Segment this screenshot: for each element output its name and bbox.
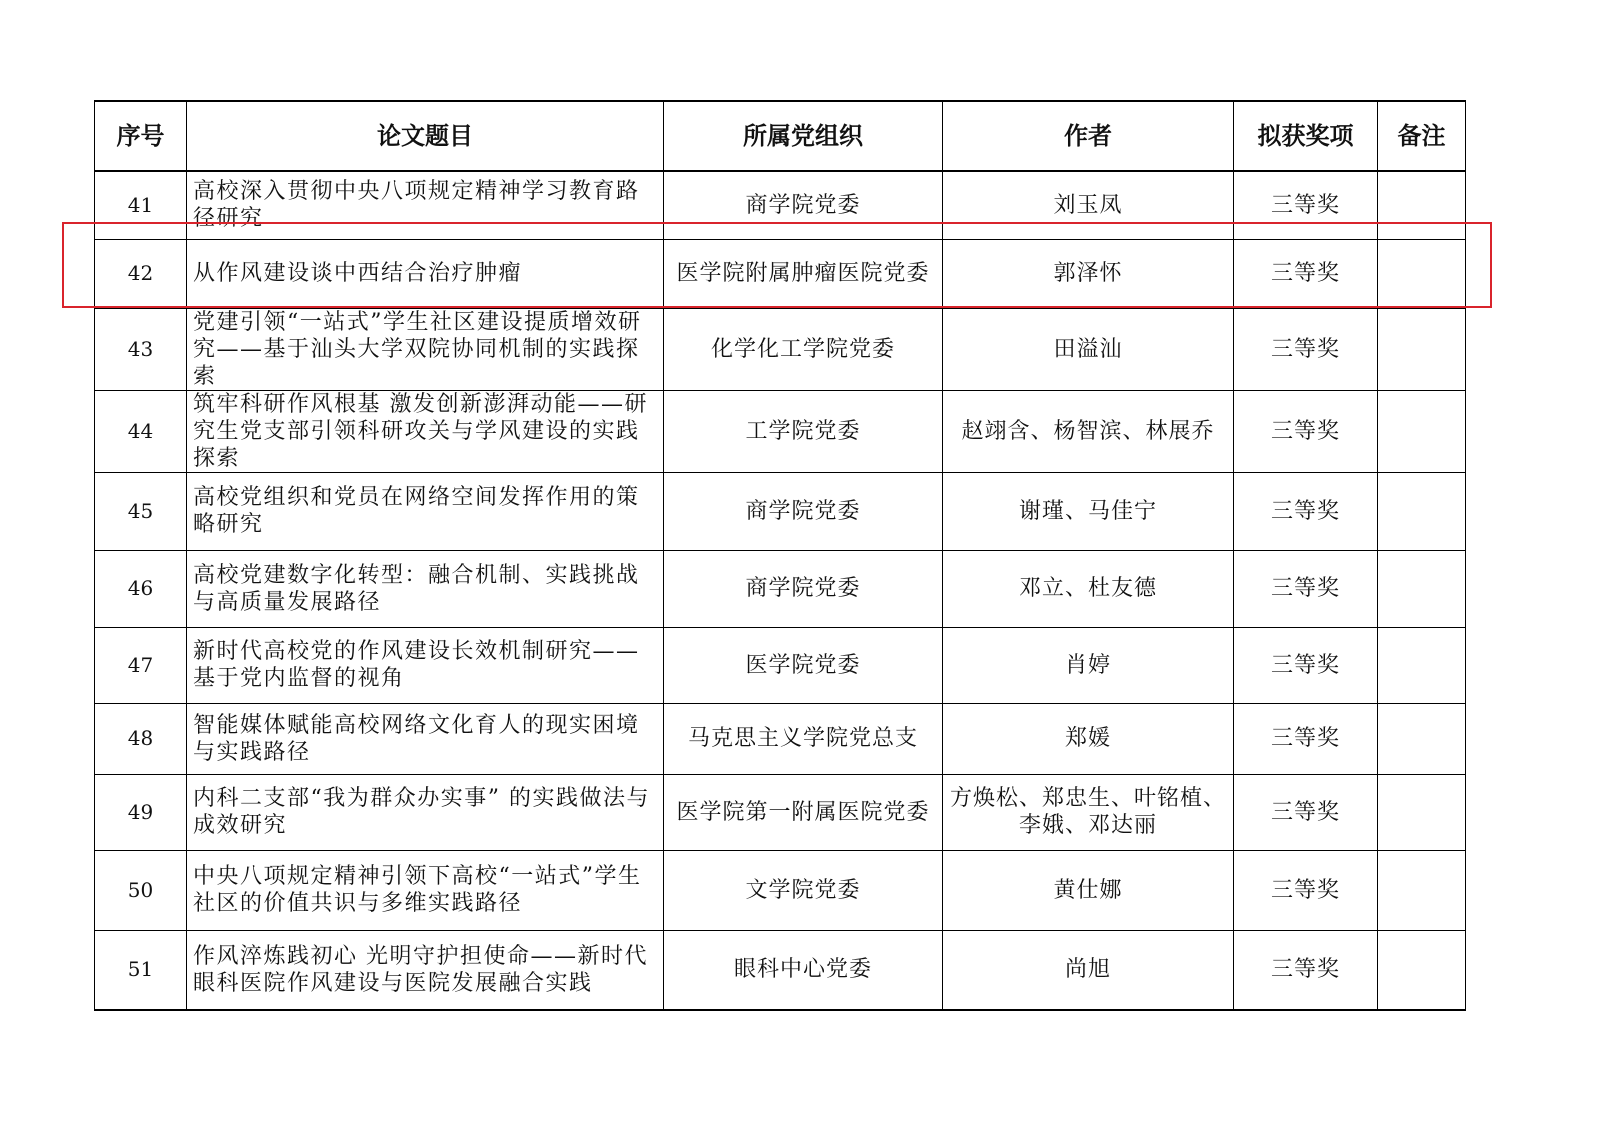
title-cell: 高校党组织和党员在网络空间发挥作用的策略研究 (187, 472, 664, 550)
seq-cell: 51 (95, 930, 187, 1010)
note-cell (1378, 850, 1466, 930)
author-cell: 黄仕娜 (943, 850, 1234, 930)
note-cell (1378, 550, 1466, 627)
table-row (95, 930, 1466, 1010)
table-row (95, 627, 1466, 703)
seq-cell: 50 (95, 850, 187, 930)
table-row (95, 550, 1466, 627)
award-cell: 三等奖 (1234, 308, 1378, 390)
table-row (95, 171, 1466, 239)
header-award: 拟获奖项 (1234, 101, 1378, 171)
title-cell: 从作风建设谈中西结合治疗肿瘤 (187, 239, 664, 308)
award-cell: 三等奖 (1234, 472, 1378, 550)
award-cell: 三等奖 (1234, 239, 1378, 308)
note-cell (1378, 930, 1466, 1010)
note-cell (1378, 774, 1466, 850)
org-cell: 医学院党委 (664, 627, 943, 703)
header-org: 所属党组织 (664, 101, 943, 171)
award-cell: 三等奖 (1234, 774, 1378, 850)
table-row (95, 308, 1466, 390)
title-cell: 中央八项规定精神引领下高校“一站式”学生社区的价值共识与多维实践路径 (187, 850, 664, 930)
author-cell: 邓立、杜友德 (943, 550, 1234, 627)
note-cell (1378, 472, 1466, 550)
seq-cell: 49 (95, 774, 187, 850)
award-cell: 三等奖 (1234, 930, 1378, 1010)
seq-cell: 46 (95, 550, 187, 627)
table-row (95, 850, 1466, 930)
header-note: 备注 (1378, 101, 1466, 171)
author-cell: 郑媛 (943, 703, 1234, 774)
title-cell: 高校深入贯彻中央八项规定精神学习教育路径研究 (187, 171, 664, 239)
title-cell: 高校党建数字化转型：融合机制、实践挑战与高质量发展路径 (187, 550, 664, 627)
seq-cell: 43 (95, 308, 187, 390)
author-cell: 方焕松、郑忠生、叶铭植、李娥、邓达丽 (943, 774, 1234, 850)
table-row (95, 774, 1466, 850)
org-cell: 商学院党委 (664, 472, 943, 550)
note-cell (1378, 390, 1466, 472)
author-cell: 赵翊含、杨智滨、林展乔 (943, 390, 1234, 472)
org-cell: 商学院党委 (664, 550, 943, 627)
org-cell: 文学院党委 (664, 850, 943, 930)
award-table (94, 100, 1466, 1011)
author-cell: 肖婷 (943, 627, 1234, 703)
note-cell (1378, 308, 1466, 390)
header-author: 作者 (943, 101, 1234, 171)
title-cell: 筑牢科研作风根基 激发创新澎湃动能——研究生党支部引领科研攻关与学风建设的实践探索 (187, 390, 664, 472)
seq-cell: 42 (95, 239, 187, 308)
award-cell: 三等奖 (1234, 390, 1378, 472)
seq-cell: 45 (95, 472, 187, 550)
header-row (95, 101, 1466, 171)
note-cell (1378, 703, 1466, 774)
org-cell: 商学院党委 (664, 171, 943, 239)
seq-cell: 41 (95, 171, 187, 239)
org-cell: 马克思主义学院党总支 (664, 703, 943, 774)
title-cell: 作风淬炼践初心 光明守护担使命——新时代眼科医院作风建设与医院发展融合实践 (187, 930, 664, 1010)
seq-cell: 47 (95, 627, 187, 703)
title-cell: 新时代高校党的作风建设长效机制研究——基于党内监督的视角 (187, 627, 664, 703)
title-cell: 党建引领“一站式”学生社区建设提质增效研究——基于汕头大学双院协同机制的实践探索 (187, 308, 664, 390)
header-title: 论文题目 (187, 101, 664, 171)
seq-cell: 48 (95, 703, 187, 774)
org-cell: 化学化工学院党委 (664, 308, 943, 390)
table-body (95, 171, 1466, 1010)
author-cell: 谢瑾、马佳宁 (943, 472, 1234, 550)
org-cell: 眼科中心党委 (664, 930, 943, 1010)
author-cell: 刘玉凤 (943, 171, 1234, 239)
note-cell (1378, 239, 1466, 308)
seq-cell: 44 (95, 390, 187, 472)
table-row (95, 390, 1466, 472)
table-row (95, 239, 1466, 308)
header-seq: 序号 (95, 101, 187, 171)
author-cell: 尚旭 (943, 930, 1234, 1010)
table-row (95, 472, 1466, 550)
note-cell (1378, 171, 1466, 239)
award-cell: 三等奖 (1234, 550, 1378, 627)
title-cell: 智能媒体赋能高校网络文化育人的现实困境与实践路径 (187, 703, 664, 774)
award-cell: 三等奖 (1234, 703, 1378, 774)
author-cell: 田溢汕 (943, 308, 1234, 390)
award-cell: 三等奖 (1234, 627, 1378, 703)
org-cell: 医学院附属肿瘤医院党委 (664, 239, 943, 308)
table-header (95, 101, 1466, 171)
org-cell: 医学院第一附属医院党委 (664, 774, 943, 850)
table-row (95, 703, 1466, 774)
org-cell: 工学院党委 (664, 390, 943, 472)
author-cell: 郭泽怀 (943, 239, 1234, 308)
title-cell: 内科二支部“我为群众办实事” 的实践做法与成效研究 (187, 774, 664, 850)
note-cell (1378, 627, 1466, 703)
award-cell: 三等奖 (1234, 171, 1378, 239)
award-cell: 三等奖 (1234, 850, 1378, 930)
